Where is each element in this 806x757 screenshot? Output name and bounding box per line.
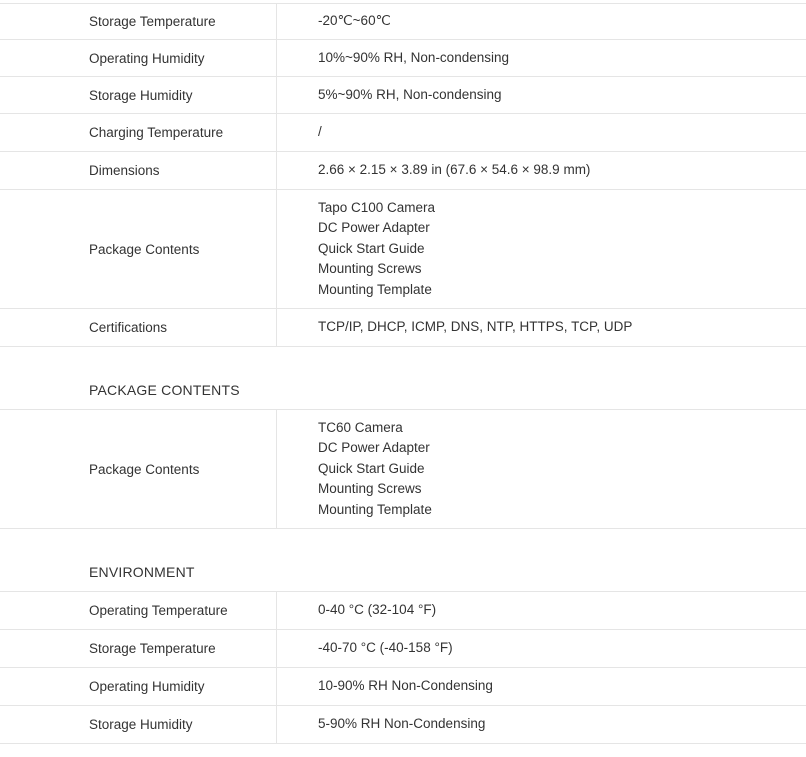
spec-page <box>0 3 806 744</box>
spec-label: Package Contents <box>0 410 277 528</box>
spec-value-line: 10%~90% RH, Non-condensing <box>318 49 509 65</box>
spec-value <box>277 592 806 629</box>
spec-label: Package Contents <box>0 190 277 308</box>
spec-value-line: 5%~90% RH, Non-condensing <box>318 86 502 102</box>
spec-value-line: Mounting Screws <box>318 261 422 277</box>
spec-value-line: DC Power Adapter <box>318 440 430 456</box>
spec-value-line: TCP/IP, DHCP, ICMP, DNS, NTP, HTTPS, TCP, UDP <box>318 319 633 335</box>
spec-value-line: Mounting Template <box>318 281 432 297</box>
spec-label: Operating Temperature <box>0 592 277 629</box>
spec-value-line: TC60 Camera <box>318 419 403 435</box>
spec-row <box>0 77 806 114</box>
spec-value <box>277 114 806 151</box>
spec-value-line: 5-90% RH Non-Condensing <box>318 716 486 732</box>
spec-row <box>0 706 806 744</box>
spec-row <box>0 668 806 706</box>
spec-value-line: -20℃~60℃ <box>318 13 391 29</box>
spec-label: Dimensions <box>0 152 277 189</box>
spec-value <box>277 309 806 346</box>
spec-value-line: DC Power Adapter <box>318 220 430 236</box>
spec-table-environment <box>0 592 806 744</box>
spec-table-top <box>0 3 806 347</box>
spec-row <box>0 592 806 630</box>
spec-value-line: Mounting Template <box>318 501 432 517</box>
spec-value <box>277 190 806 308</box>
spec-row <box>0 309 806 347</box>
spec-value-line: 10-90% RH Non-Condensing <box>318 678 493 694</box>
spec-value <box>277 706 806 743</box>
spec-label: Storage Humidity <box>0 706 277 743</box>
spec-label: Operating Humidity <box>0 40 277 76</box>
spec-value <box>277 40 806 76</box>
spec-label: Storage Temperature <box>0 4 277 39</box>
spec-value-line: Quick Start Guide <box>318 460 425 476</box>
spec-value <box>277 410 806 528</box>
spec-row <box>0 152 806 190</box>
spec-value <box>277 630 806 667</box>
spec-row <box>0 114 806 152</box>
spec-value <box>277 77 806 113</box>
spec-value-line: 0-40 °C (32-104 °F) <box>318 602 437 618</box>
spec-row <box>0 190 806 309</box>
spec-value <box>277 152 806 189</box>
spec-row <box>0 410 806 529</box>
spec-value-line: Quick Start Guide <box>318 240 425 256</box>
spec-label: Operating Humidity <box>0 668 277 705</box>
spec-label: Certifications <box>0 309 277 346</box>
spec-value <box>277 668 806 705</box>
section-title-package-contents: PACKAGE CONTENTS <box>0 347 806 410</box>
spec-value-line: -40-70 °C (-40-158 °F) <box>318 640 453 656</box>
spec-row <box>0 3 806 40</box>
spec-row <box>0 40 806 77</box>
spec-label: Storage Temperature <box>0 630 277 667</box>
spec-label: Charging Temperature <box>0 114 277 151</box>
spec-value-line: Mounting Screws <box>318 481 422 497</box>
spec-row <box>0 630 806 668</box>
spec-value-line: Tapo C100 Camera <box>318 199 436 215</box>
spec-value <box>277 4 806 39</box>
spec-value-line: 2.66 × 2.15 × 3.89 in (67.6 × 54.6 × 98.9 mm) <box>318 162 591 178</box>
spec-value-line: / <box>318 124 322 140</box>
spec-label: Storage Humidity <box>0 77 277 113</box>
section-title-environment: ENVIRONMENT <box>0 529 806 592</box>
spec-table-package <box>0 410 806 529</box>
